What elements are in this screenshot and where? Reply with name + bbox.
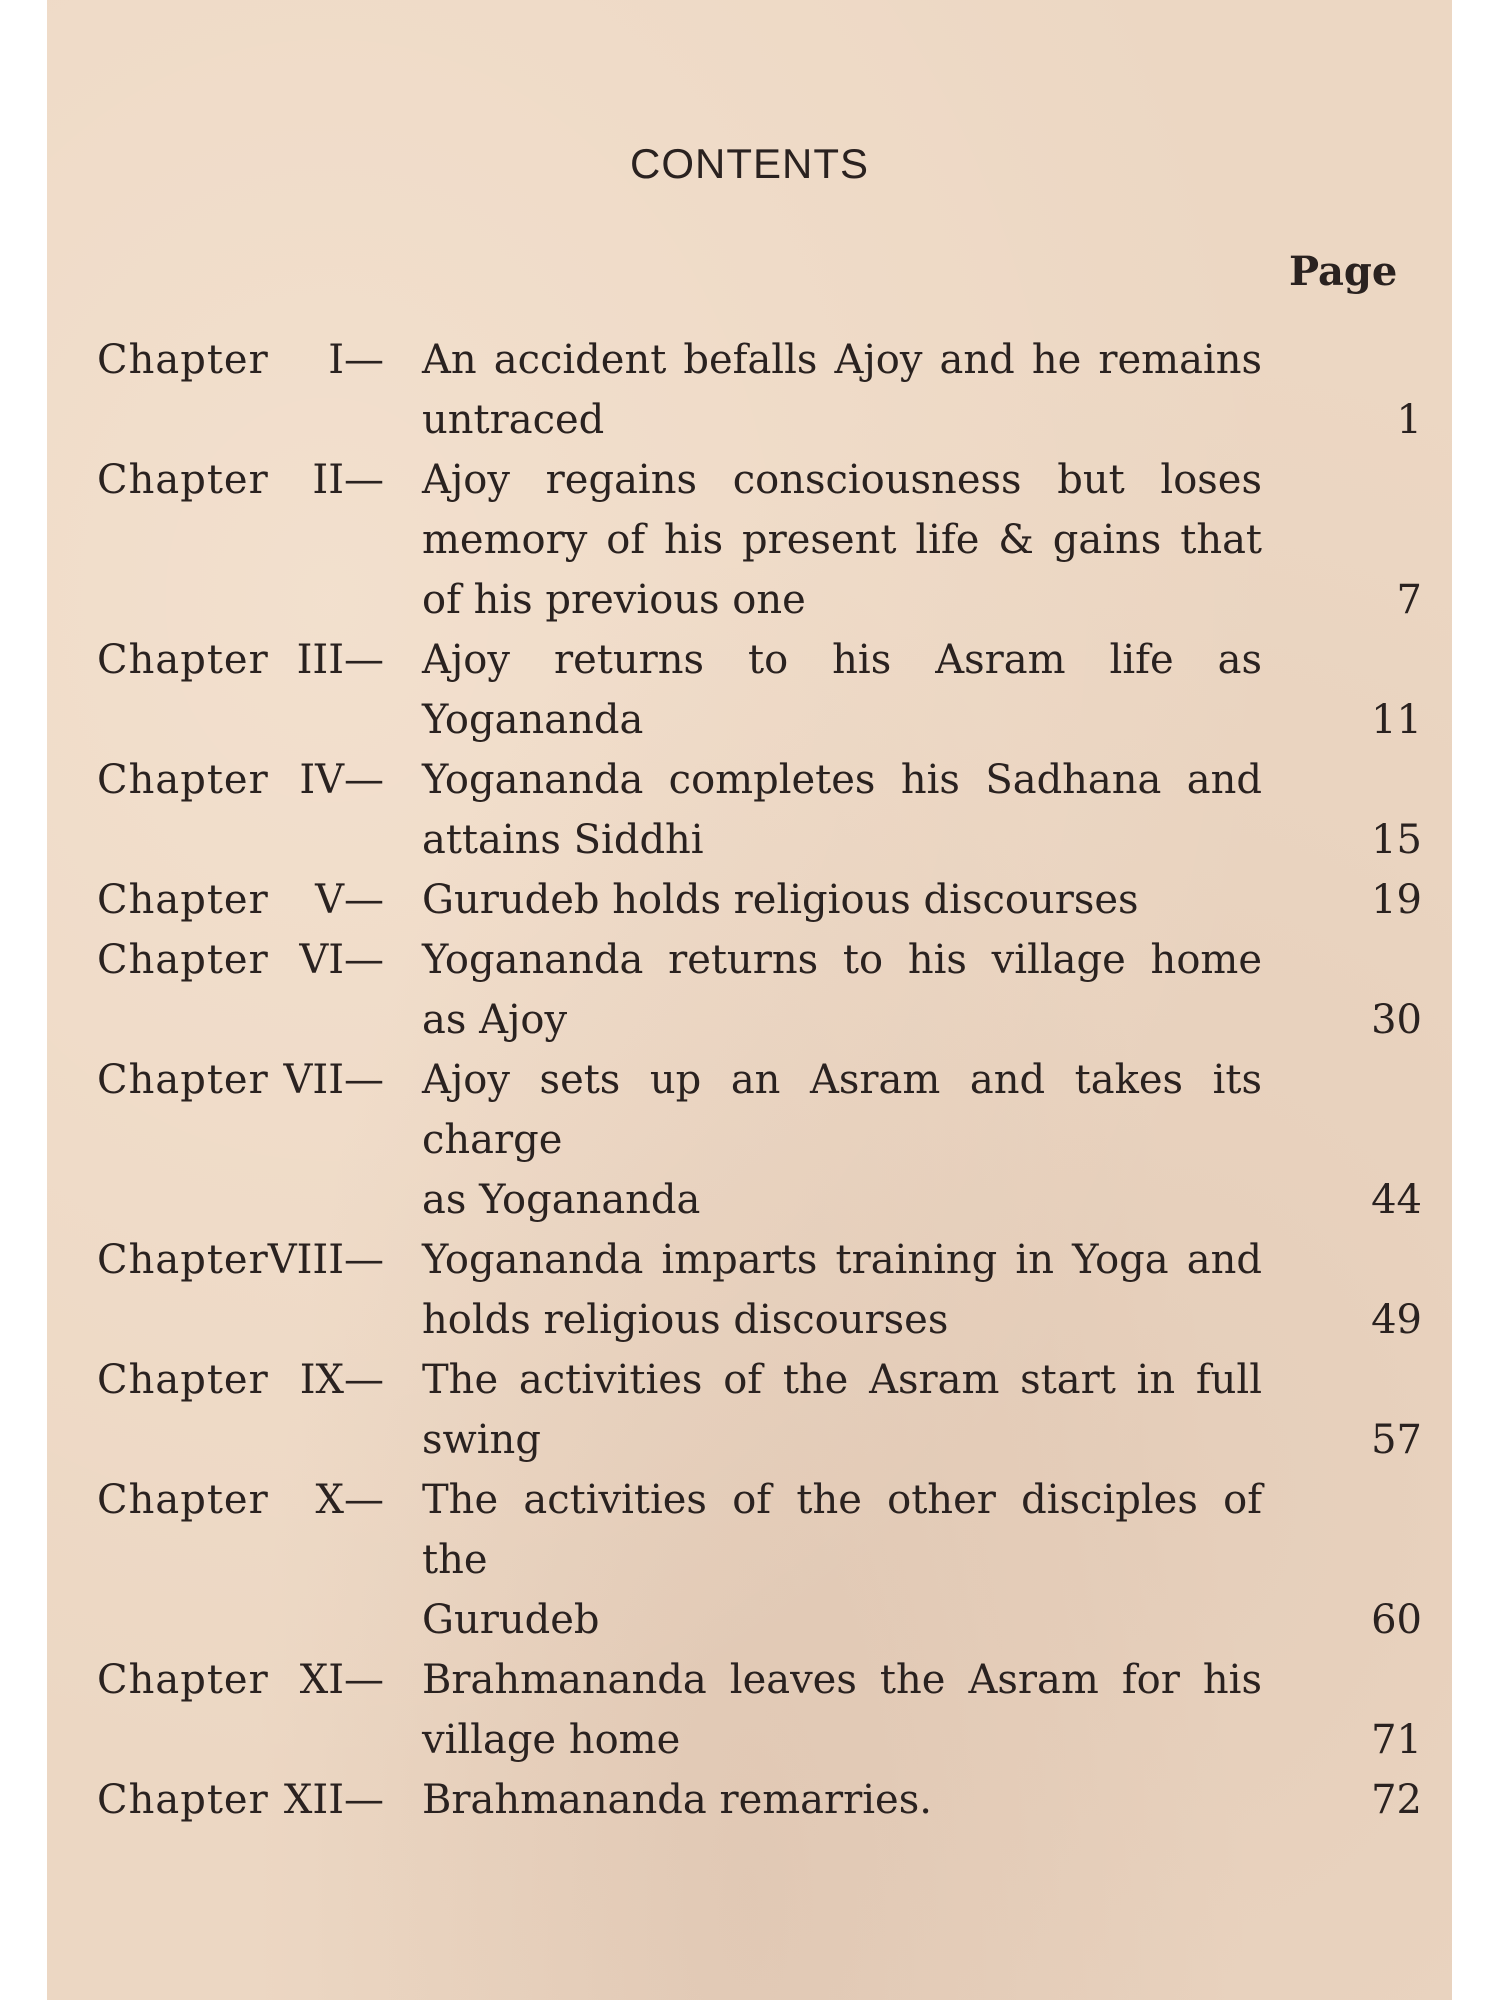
chapter-title-text: untraced [422, 397, 605, 443]
page-number: 71 [1371, 1717, 1422, 1763]
page-number: 49 [1371, 1297, 1422, 1343]
chapter-title-text: as Yogananda [422, 1177, 701, 1223]
chapter-numeral: IX— [299, 1357, 384, 1403]
chapter-numeral: VII— [283, 1057, 384, 1103]
chapter-label: Chapter [97, 757, 269, 803]
toc-entry [47, 870, 1452, 930]
toc-entry [47, 750, 1452, 870]
chapter-title-line [47, 1410, 1422, 1470]
chapter-title-text: attains Siddhi [422, 817, 704, 863]
chapter-label: Chapter [97, 1657, 269, 1703]
chapter-title-line [47, 690, 1422, 750]
page-number: 11 [1371, 697, 1422, 743]
chapter-title-line [47, 1170, 1422, 1230]
chapter-numeral: XI— [299, 1657, 384, 1703]
chapter-title-line [47, 1590, 1422, 1650]
toc-entry [47, 450, 1452, 630]
chapter-title-line [47, 990, 1422, 1050]
toc-entry [47, 1470, 1452, 1650]
chapter-title-line: The activities of the other disciples of the [422, 1477, 1262, 1583]
page-number: 19 [1371, 877, 1422, 923]
chapter-title-text: swing [422, 1417, 541, 1463]
chapter-title-text: Brahmananda remarries. [422, 1777, 932, 1823]
chapter-label: Chapter [97, 1057, 269, 1103]
chapter-label: Chapter [97, 1477, 269, 1523]
page-number: 60 [1371, 1597, 1422, 1643]
chapter-title-text: holds religious discourses [422, 1297, 949, 1343]
page-number: 72 [1371, 1777, 1422, 1823]
chapter-numeral: V— [315, 877, 384, 923]
chapter-numeral: III— [296, 637, 384, 683]
chapter-label: Chapter [97, 637, 269, 683]
chapter-numeral: I— [328, 337, 384, 383]
toc-entry [47, 1770, 1452, 1830]
page-number: 44 [1371, 1177, 1422, 1223]
toc-entry [47, 1650, 1452, 1770]
page-number: 15 [1371, 817, 1422, 863]
chapter-label: Chapter [97, 1777, 269, 1823]
chapter-numeral: VIII— [267, 1237, 384, 1283]
page-number: 57 [1371, 1417, 1422, 1463]
page-title: CONTENTS [630, 140, 869, 187]
chapter-numeral: VI— [299, 937, 384, 983]
page-number: 1 [1396, 397, 1422, 443]
chapter-title-text: as Ajoy [422, 997, 568, 1043]
chapter-numeral: II— [312, 457, 384, 503]
chapter-title-line: Ajoy regains consciousness but loses [422, 457, 1262, 503]
page-number: 7 [1396, 577, 1422, 623]
chapter-title-line: Yogananda completes his Sadhana and [422, 757, 1262, 803]
chapter-title-line: Yogananda imparts training in Yoga and [422, 1237, 1262, 1283]
chapter-label: Chapter [97, 877, 269, 923]
chapter-title-text: Gurudeb holds religious discourses [422, 877, 1139, 923]
chapter-title-line [47, 1290, 1422, 1350]
chapter-label: Chapter [97, 337, 269, 383]
table-of-contents [47, 330, 1452, 1830]
chapter-title-line: The activities of the Asram start in full [422, 1357, 1262, 1403]
book-page [47, 0, 1452, 2000]
page-column-label: Page [1289, 248, 1398, 295]
chapter-title-line: memory of his present life & gains that [422, 517, 1262, 563]
chapter-title-line [47, 810, 1422, 870]
chapter-label: Chapter [97, 457, 269, 503]
chapter-numeral: XII— [283, 1777, 384, 1823]
chapter-title-line: Ajoy sets up an Asram and takes its charge [422, 1057, 1262, 1163]
chapter-title-line: An accident befalls Ajoy and he remains [422, 337, 1262, 383]
toc-entry [47, 930, 1452, 1050]
page-number: 30 [1371, 997, 1422, 1043]
chapter-title-line: Ajoy returns to his Asram life as [422, 637, 1262, 683]
chapter-numeral: X— [315, 1477, 384, 1523]
toc-entry [47, 1050, 1452, 1230]
chapter-label: Chapter [97, 1237, 269, 1283]
chapter-title-text: village home [422, 1717, 681, 1763]
toc-entry [47, 1230, 1452, 1350]
chapter-numeral: IV— [299, 757, 384, 803]
chapter-title-text: Yogananda [422, 697, 644, 743]
chapter-title-text: Gurudeb [422, 1597, 600, 1643]
toc-entry [47, 630, 1452, 750]
chapter-label: Chapter [97, 937, 269, 983]
chapter-title-line: Yogananda returns to his village home [422, 937, 1262, 983]
chapter-title-line [47, 390, 1422, 450]
toc-entry [47, 330, 1452, 450]
chapter-title-text: of his previous one [422, 577, 806, 623]
chapter-label: Chapter [97, 1357, 269, 1403]
chapter-title-line: Brahmananda leaves the Asram for his [422, 1657, 1262, 1703]
toc-entry [47, 1350, 1452, 1470]
chapter-title-line [47, 570, 1422, 630]
chapter-title-line [47, 1710, 1422, 1770]
